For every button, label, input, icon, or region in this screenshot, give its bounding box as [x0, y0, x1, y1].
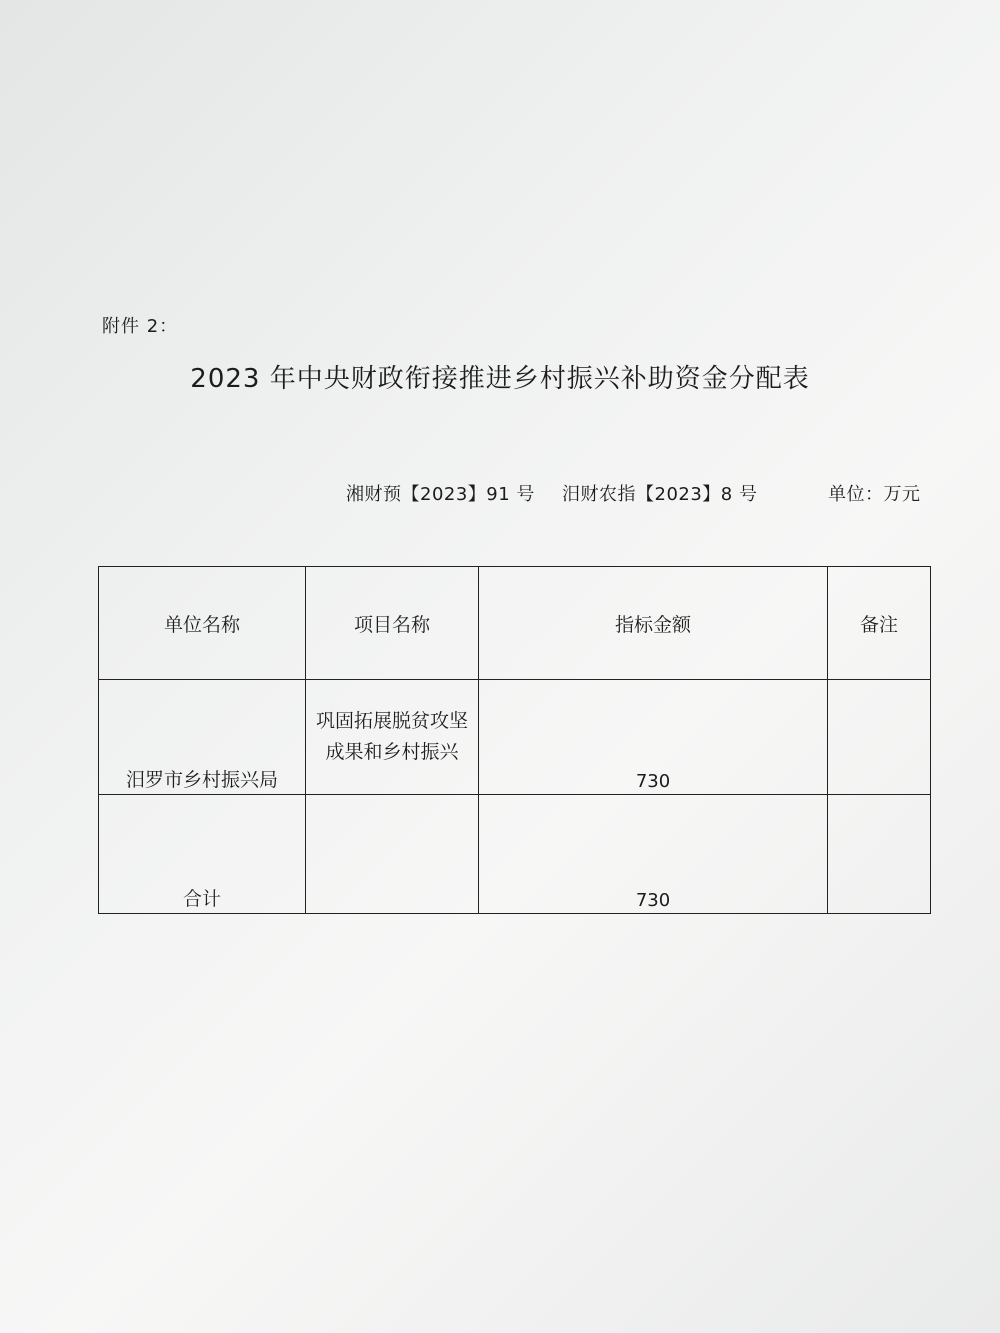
table-header-row	[99, 567, 931, 680]
document-title: 2023 年中央财政衔接推进乡村振兴补助资金分配表	[190, 364, 810, 394]
unit-name-text: 汨罗市乡村振兴局	[125, 769, 278, 791]
header-project-name: 项目名称	[306, 567, 479, 680]
table-row	[99, 680, 931, 795]
cell-amount	[479, 680, 828, 795]
cell-note	[828, 680, 931, 795]
reference-number-2: 汨财农指【2023】8 号	[562, 484, 758, 505]
cell-total-amount	[479, 795, 828, 914]
total-amount-text: 730	[635, 890, 671, 911]
cell-total-label	[99, 795, 306, 914]
header-amount: 指标金额	[479, 567, 828, 680]
cell-total-note	[828, 795, 931, 914]
total-label-text: 合计	[182, 888, 221, 910]
cell-project-name: 巩固拓展脱贫攻坚成果和乡村振兴	[306, 680, 479, 795]
reference-number-1: 湘财预【2023】91 号	[346, 484, 535, 505]
unit-label: 单位：万元	[828, 484, 921, 505]
total-row	[99, 795, 931, 914]
amount-text: 730	[635, 771, 671, 792]
header-note: 备注	[828, 567, 931, 680]
cell-total-project	[306, 795, 479, 914]
header-unit-name: 单位名称	[99, 567, 306, 680]
allocation-table	[98, 566, 931, 914]
annex-label: 附件 2：	[102, 316, 179, 337]
cell-unit-name	[99, 680, 306, 795]
